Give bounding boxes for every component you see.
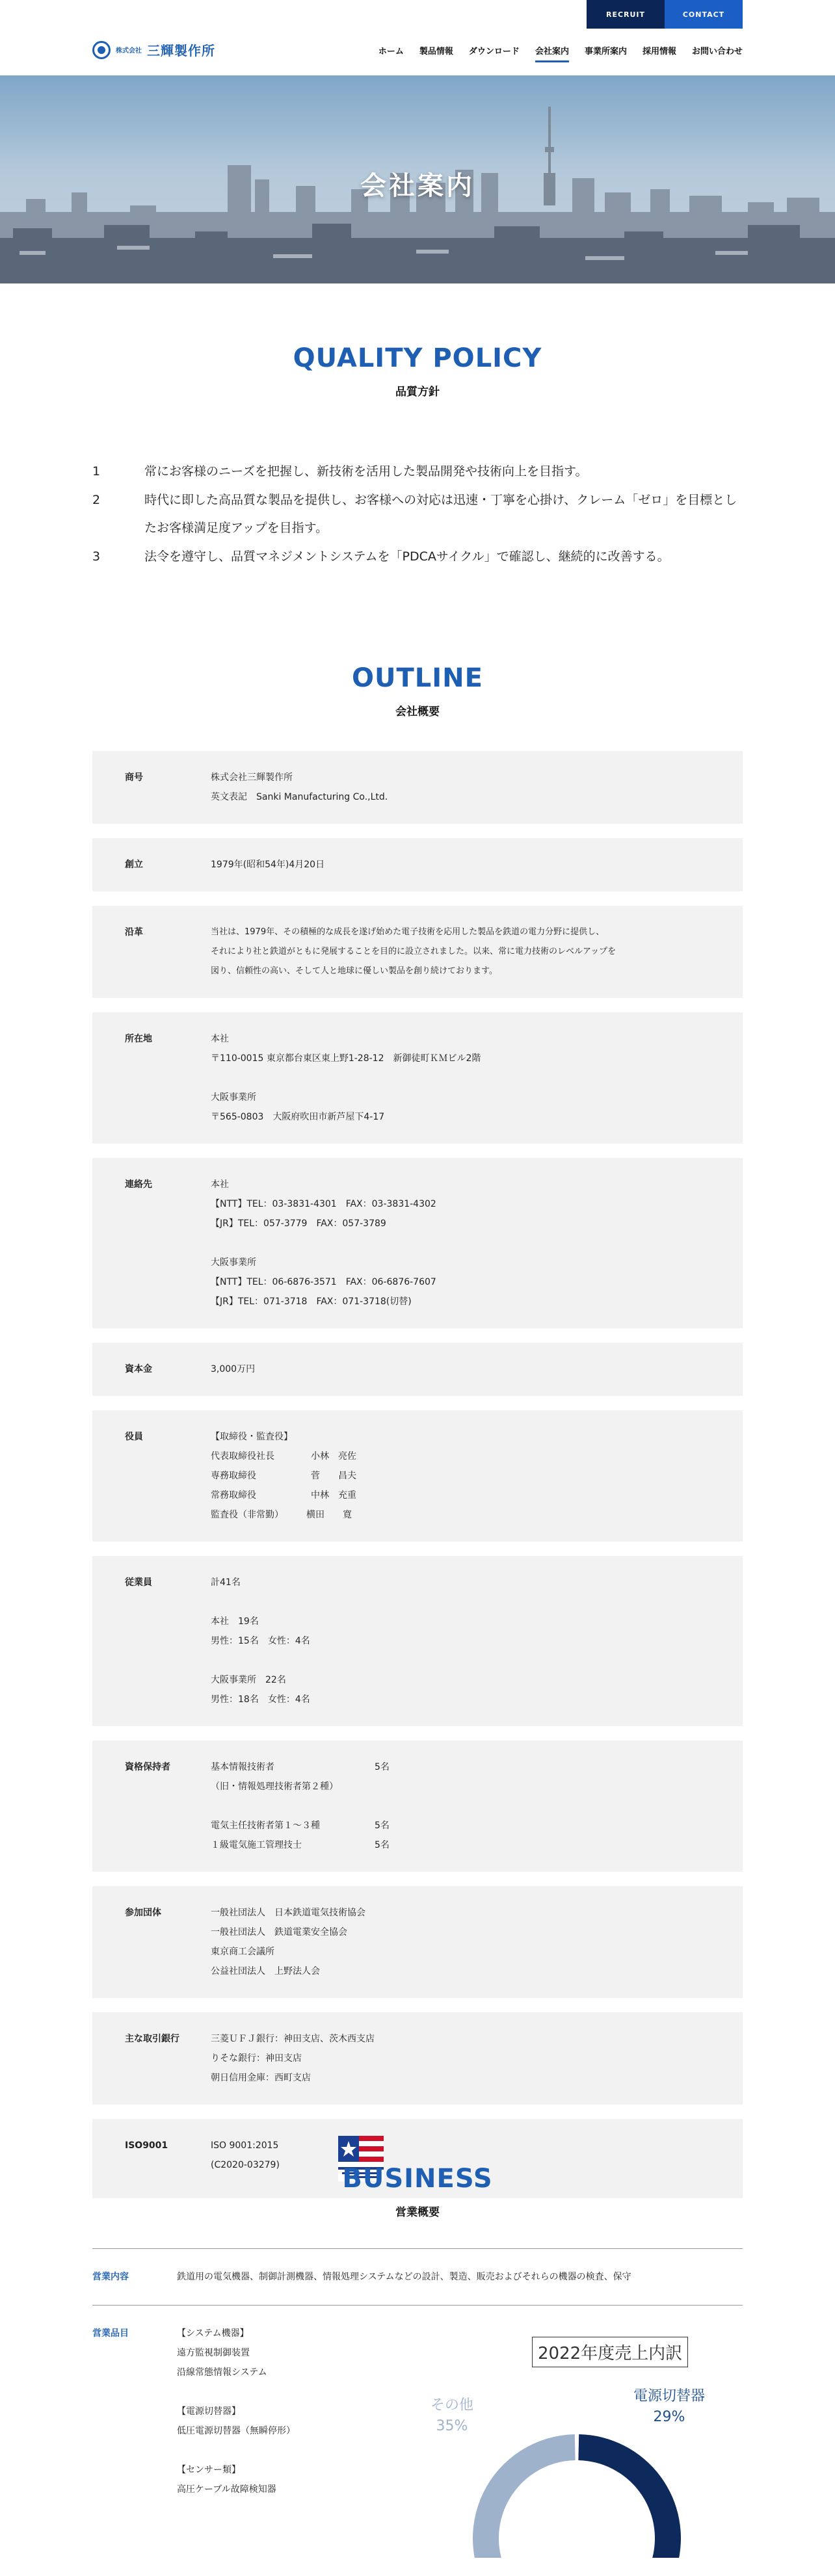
top-buttons (587, 0, 743, 29)
recruit-button[interactable]: RECRUIT (587, 0, 665, 29)
outline-row-associations (92, 1886, 743, 1998)
outline-value: 計41名 本社 19名 男性：15名 女性：4名 大阪事業所 22名 男性：18名 女性：4名 (211, 1577, 310, 1705)
contact-button[interactable]: CONTACT (665, 0, 743, 29)
business-products (177, 2324, 743, 2558)
policy-text: 常にお客様のニーズを把握し、新技術を活用した製品開発や技術向上を目指す。 (144, 464, 588, 479)
outline-value: 【取締役・監査役】 代表取締役社長 小林 亮佐 専務取締役 菅 昌夫 常務取締役 中林 充重 監査役（非常勤） 横田 寛 (211, 1432, 356, 1520)
policy-item (92, 458, 743, 486)
product-group (177, 2460, 404, 2499)
sales-breakdown-chart (404, 2324, 743, 2558)
slice-label-name: その他 (431, 2397, 474, 2413)
product-group-title: 【システム機器】 (177, 2328, 249, 2339)
outline-value: 三菱ＵＦＪ銀行：神田支店、茨木西支店 りそな銀行：神田支店 朝日信用金庫：西町支店 (211, 2034, 375, 2083)
outline-row-trade-name (92, 751, 743, 824)
policy-number: 1 (92, 464, 101, 479)
slice-label-percent: 29% (653, 2409, 685, 2425)
outline-value: 一般社団法人 日本鉄道電気技術協会 一般社団法人 鉄道電業安全協会 東京商工会議所 公益社団法人 上野法人会 (211, 1908, 365, 1977)
nav-home[interactable]: ホーム (378, 47, 404, 57)
outline-row-history (92, 906, 743, 998)
outline-label: 資本金 (125, 1364, 152, 1374)
quality-subtitle: 品質方針 (395, 386, 440, 399)
outline-row-officers (92, 1410, 743, 1542)
company-logo[interactable] (92, 40, 215, 59)
policy-number: 3 (92, 549, 101, 564)
outline-title: OUTLINE (352, 663, 483, 693)
policy-item (92, 543, 743, 572)
business-value: 鉄道用の電気機器、制御計測機器、情報処理システムなどの設計、製造、販売およびそれらの機器の検査、保守 (177, 2272, 631, 2282)
business-label: 営業品目 (92, 2328, 129, 2339)
outline-value: 基本情報技術者 5名 （旧・情報処理技術者第２種） 電気主任技術者第１～３種 5名 １級電気施工管理技士 5名 (211, 1762, 390, 1850)
product-group (177, 2324, 404, 2382)
product-item: 高圧ケーブル故障検知器 (177, 2484, 276, 2495)
slice-label-name: 電源切替器 (633, 2388, 706, 2404)
policy-text: 法令を遵守し、品質マネジメントシステムを「PDCAサイクル」で確認し、継続的に改善する。 (144, 549, 670, 564)
pie-slice-other (473, 2434, 576, 2558)
business-table (92, 2248, 743, 2576)
nav-inquiry[interactable]: お問い合わせ (691, 47, 743, 57)
product-groups (177, 2324, 404, 2558)
outline-value: 当社は、1979年、その積極的な成長を遂げ始めた電子技術を応用した製品を鉄道の電力分野に提供し、 それにより社と鉄道がともに発展することを目的に設立されました。以来、常に電力技術のレベルアップを 図り、信頼性の高い、そして人と地球に優しい製品を創り続けております。 (211, 927, 616, 976)
business-title: BUSINESS (342, 2164, 493, 2194)
logo-small-text: 株式会社 (116, 47, 142, 55)
outline-label: 従業員 (125, 1577, 152, 1588)
outline-label: 創立 (125, 860, 143, 870)
quality-title: QUALITY POLICY (293, 343, 542, 373)
outline-label: 商号 (125, 772, 143, 783)
outline-value: 本社 〒110-0015 東京都台東区東上野1-28-12 新御徒町ＫＭビル2階 大阪事業所 〒565-0803 大阪府吹田市新芦屋下4-17 (211, 1034, 481, 1122)
outline-row-capital (92, 1343, 743, 1396)
outline-row-employees (92, 1556, 743, 1726)
nav-products[interactable]: 製品情報 (419, 47, 453, 57)
quality-policy-heading (0, 343, 835, 399)
outline-value: 1979年(昭和54年)4月20日 (211, 860, 325, 870)
company-outline-table (92, 751, 743, 2213)
outline-label: 主な取引銀行 (125, 2034, 179, 2044)
product-group-title: 【電源切替器】 (177, 2406, 241, 2417)
nav-recruit[interactable]: 採用情報 (642, 47, 676, 57)
product-group-title: 【センサー類】 (177, 2465, 241, 2475)
outline-subtitle: 会社概要 (395, 705, 440, 718)
site-header (0, 0, 835, 75)
product-item: 沿線常態情報システム (177, 2367, 267, 2378)
product-item: 低圧電源切替器（無瞬停形） (177, 2426, 295, 2436)
product-item: 遠方監視制御装置 (177, 2348, 250, 2358)
outline-row-qualifications (92, 1741, 743, 1872)
outline-label: 沿革 (125, 927, 143, 938)
nav-download[interactable]: ダウンロード (468, 47, 520, 57)
outline-value: ISO 9001:2015 (C2020-03279) (211, 2140, 280, 2170)
policy-text: 時代に即した高品質な製品を提供し、お客様への対応は迅速・丁寧を心掛け、クレーム「ゼロ」を目標としたお客様満足度アップを目指す。 (144, 492, 737, 536)
outline-row-address (92, 1012, 743, 1144)
outline-heading (0, 663, 835, 718)
pie-chart-svg (404, 2324, 743, 2558)
policy-item (92, 486, 743, 543)
business-heading (0, 2164, 835, 2219)
main-nav (378, 44, 743, 62)
logo-name: 三輝製作所 (147, 43, 215, 59)
slice-label-power-switch (633, 2386, 705, 2428)
logo-mark-icon (92, 41, 111, 59)
outline-value: 本社 【NTT】TEL：03-3831-4301 FAX：03-3831-4302 【JR】TEL：057-3779 FAX：057-3789 大阪事業所 【NTT】TEL：06-6876-3571 FAX：06-6876-7607 【JR】TEL：071-3718 FAX：071-3718(切替) (211, 1179, 436, 1307)
pie-slice-power-switch (578, 2434, 681, 2558)
outline-label: 所在地 (125, 1034, 152, 1044)
nav-company[interactable]: 会社案内 (535, 44, 569, 62)
outline-label: 役員 (125, 1432, 143, 1442)
product-group (177, 2402, 404, 2441)
policy-list (92, 458, 743, 572)
slice-label-percent: 35% (436, 2418, 468, 2434)
hero-banner (0, 75, 835, 283)
nav-offices[interactable]: 事業所案内 (584, 47, 627, 57)
business-label: 営業内容 (92, 2272, 129, 2282)
outline-row-contact (92, 1158, 743, 1328)
outline-label: 資格保持者 (125, 1762, 170, 1772)
outline-label: 参加団体 (125, 1908, 161, 1918)
outline-value: 3,000万円 (211, 1364, 256, 1374)
slice-label-other (431, 2395, 473, 2437)
outline-row-banks (92, 2012, 743, 2105)
business-row-products (92, 2305, 743, 2576)
outline-row-founded (92, 838, 743, 891)
outline-label: ISO9001 (125, 2140, 168, 2151)
policy-number: 2 (92, 492, 101, 507)
business-row-content (92, 2248, 743, 2305)
hero-title: 会社案内 (360, 171, 475, 201)
business-subtitle: 営業概要 (395, 2206, 440, 2219)
outline-label: 連絡先 (125, 1179, 152, 1190)
outline-value: 株式会社三輝製作所 英文表記 Sanki Manufacturing Co.,Ltd. (211, 772, 388, 802)
chart-title: 2022年度売上内訳 (532, 2337, 688, 2367)
